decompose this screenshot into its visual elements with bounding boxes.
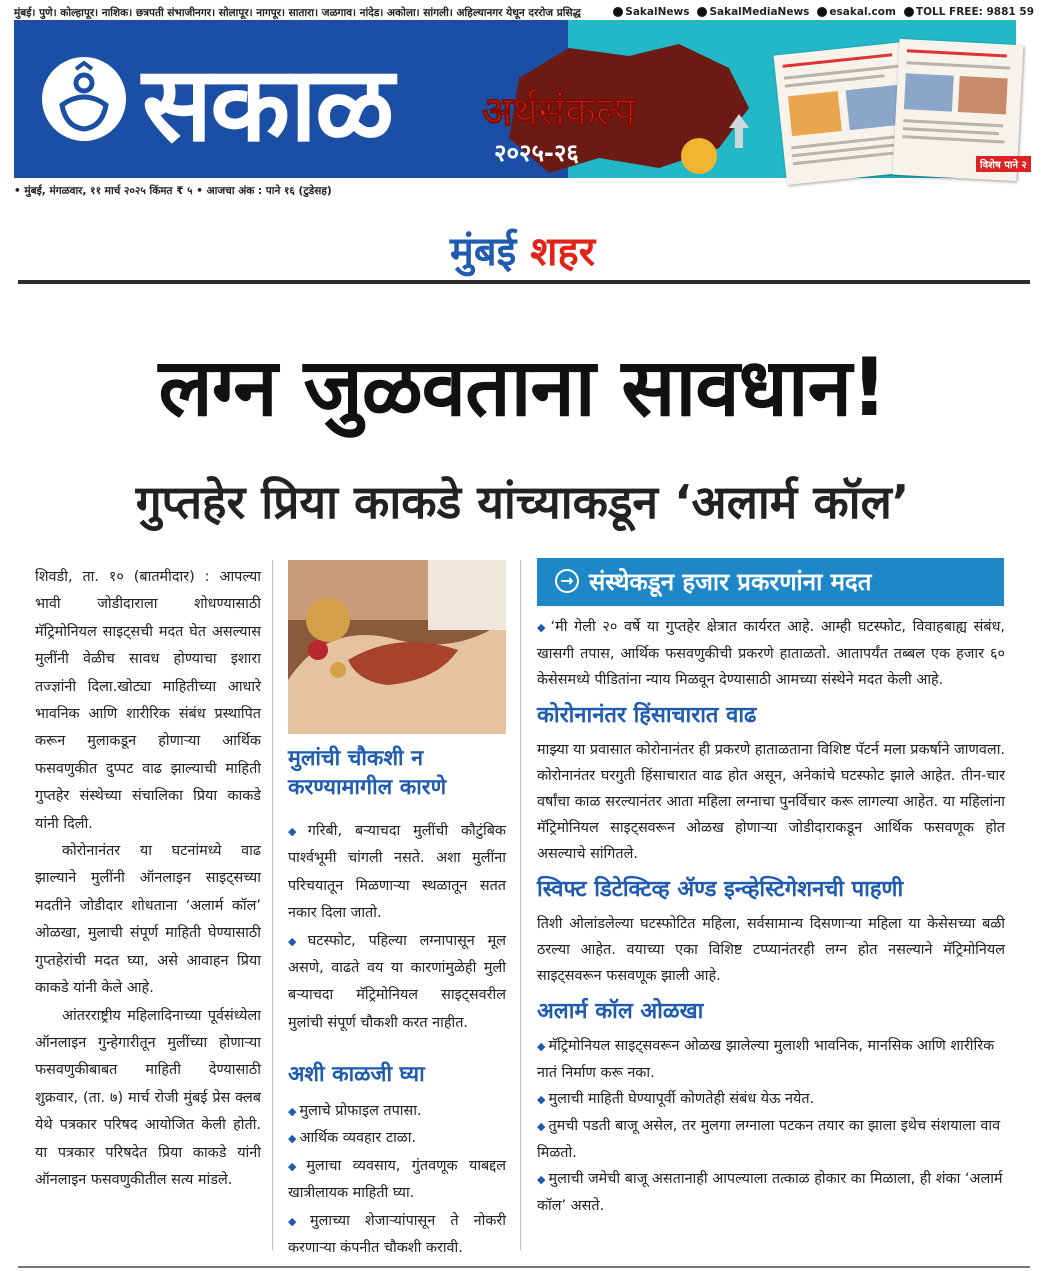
masthead-logo-text: सकाळ	[142, 43, 393, 165]
arrow-right-icon: →	[555, 569, 579, 593]
main-headline: लग्न जुळवताना सावधान!	[158, 341, 887, 434]
thumb-photo	[904, 73, 954, 111]
thumb-text-line	[784, 64, 904, 80]
x-icon	[697, 7, 707, 17]
social-label: TOLL FREE: 9881 59	[915, 6, 1034, 18]
wedding-hands-image	[288, 560, 506, 734]
social-label: esakal.com	[829, 6, 896, 18]
list-item-text: घटस्फोट, पहिल्या लग्नापासून मूल असणे, वाढते वय या कारणांमुळेही मुली बऱ्याचदा मॅट्रिमोनियल साइट्सवरील मुलांची संपूर्ण चौकशी करत नाहीत.	[288, 932, 506, 1031]
list-item-text: मुलाची जमेची बाजू असतानाही आपल्याला तत्काळ होकार का मिळाला, ही शंका ‘अलार्म कॉल’ असते.	[537, 1171, 1003, 1214]
list-item-text: मुलाच्या शेजाऱ्यांपासून ते नोकरी करणाऱ्या कंपनीत चौकशी करावी.	[288, 1212, 506, 1257]
section-title-city: मुंबई	[449, 229, 517, 275]
column-divider	[520, 560, 521, 1250]
highlight-box-heading	[537, 558, 1004, 606]
social-tollfree[interactable]	[904, 6, 1034, 18]
survey-heading: स्विफ्ट डिटेक्टिव्ह ॲण्ड इन्व्हेस्टिगेशनची पाहणी	[537, 877, 904, 902]
thumb-headline-bar	[907, 49, 1007, 57]
covid-violence-heading: कोरोनानंतर हिंसाचारात वाढ	[537, 703, 757, 728]
thumb-text-line	[906, 61, 1010, 69]
precautions-list	[288, 1098, 506, 1262]
thumb-text-line	[903, 119, 1003, 127]
globe-icon	[817, 7, 827, 17]
bullet-diamond-icon: ◆	[288, 1105, 297, 1118]
bullet-diamond-icon: ◆	[537, 1040, 546, 1053]
article-paragraph: आंतरराष्ट्रीय महिलादिनाच्या पूर्वसंध्येला ऑनलाइन गुन्हेगारीतून मुलींच्या होणाऱ्या फसवणुकीबाबत माहिती देण्यासाठी शुक्रवार, (ता. ७) मार्च रोजी मुंबई प्रेस क्लब येथे पत्रकार परिषद आयोजित केली होती. या पत्रकार परिषदेत प्रिया काकडे यांनी ऑनलाइन फसवणुकीतील सत्य मांडले.	[35, 1007, 261, 1188]
bullet-diamond-icon: ◆	[288, 1132, 297, 1146]
section-title-label: शहर	[530, 229, 596, 275]
list-item	[288, 1125, 506, 1152]
list-item	[537, 1033, 1005, 1086]
list-item-text: मुलाचा व्यवसाय, गुंतवणूक याबद्दल खात्रीलायक माहिती घ्या.	[288, 1157, 506, 1202]
sub-headline: गुप्तहेर प्रिया काकडे यांच्याकडून ‘अलार्म कॉल’	[135, 475, 910, 529]
survey-paragraph: तिशी ओलांडलेल्या घटस्फोटित महिला, सर्वसामान्य दिसणाऱ्या महिला या केसेसच्या बळी ठरल्या आहेत. वयाच्या एका विशिष्ट टप्प्यानंतरही लग्न होत नसल्याने मॅट्रिमोनियल साइट्सवरून फसवणूक झाली आहे.	[537, 916, 1005, 984]
phone-icon	[904, 7, 914, 17]
article-paragraph: कोरोनानंतर या घटनांमध्ये वाढ झाल्याने मुलींनी ऑनलाइन साइट्सच्या मदतीने जोडीदार शोधताना ‘अलार्म कॉल’ ओळखा, मुलाची संपूर्ण माहिती घेण्यासाठी गुप्तहेरांची मदत घ्या, असे आवाहन प्रिया काकडे यांनी केले आहे.	[35, 843, 261, 997]
bottom-divider	[18, 1266, 1030, 1268]
right-intro-text: ‘मी गेली २० वर्षे या गुप्तहेर क्षेत्रात कार्यरत आहे. आम्ही घटस्फोट, विवाहबाह्य संबंध, खासगी तपास, आर्थिक फसवणुकीची प्रकरणे हाताळतो. आतापर्यंत तब्बल एक हजार ६० केसेसमध्ये पीडितांना न्याय मिळवून देण्यासाठी आमच्या संस्थेने मदत केली आहे.	[537, 619, 1005, 688]
bullet-diamond-icon: ◆	[288, 1159, 304, 1173]
social-label: SakalNews	[625, 6, 690, 18]
list-item	[288, 818, 506, 928]
edition-cities: मुंबई। पुणे। कोल्हापूर। नाशिक। छत्रपती संभाजीनगर। सोलापूर। नागपूर। सातारा। जळगाव। नांदेड। अकोला। सांगली। अहिल्यानगर येथून दररोज प्रसिद्ध	[14, 7, 581, 19]
list-item-text: मॅट्रिमोनियल साइट्सवरून ओळख झालेल्या मुलाशी भावनिक, मानसिक आणि शारीरिक नातं निर्माण करू नका.	[537, 1038, 995, 1081]
date-line: • मुंबई, मंगळवार, ११ मार्च २०२५ किंमत ₹ ५ • आजचा अंक : पाने १६ (टुडेसह)	[14, 185, 332, 197]
article-column-1	[35, 564, 261, 1194]
list-item	[537, 1086, 1005, 1113]
alarm-call-heading: अलार्म कॉल ओळखा	[537, 999, 704, 1024]
thumb-text-line	[903, 127, 999, 135]
list-item-text: तुमची पडती बाजू असेल, तर मुलगा लग्नाला पटकन तयार का झाला इथेच संशयाला वाव मिळतो.	[537, 1118, 1001, 1161]
sakal-logo-icon	[40, 55, 128, 143]
article-paragraph: शिवडी, ता. १० (बातमीदार) : आपल्या भावी जोडीदाराला शोधण्यासाठी मॅट्रिमोनियल साइट्सची मदत घेत असल्यास मुलींनी वेळीच सावध होण्याचा इशारा तज्ज्ञांनी दिला.खोट्या माहितीच्या आधारे भावनिक आणि शारीरिक संबंध प्रस्थापित करून मुलाकडून होणाऱ्या आर्थिक फसवणुकीत दुप्पट वाढ झाल्याची माहिती गुप्तहेर संस्थेच्या संचालिका प्रिया काकडे यांनी दिली.	[35, 569, 261, 832]
list-item-text: मुलाचे प्रोफाइल तपासा.	[299, 1103, 422, 1119]
section-divider	[18, 280, 1030, 284]
social-website[interactable]	[817, 6, 896, 18]
bullet-diamond-icon: ◆	[288, 1214, 307, 1228]
highlight-box-title: संस्थेकडून हजार प्रकरणांना मदत	[589, 568, 872, 596]
social-facebook[interactable]	[613, 6, 689, 18]
reasons-list	[288, 818, 506, 1037]
hands-photo	[288, 560, 506, 734]
thumb-headline-bar	[783, 53, 893, 67]
thumb-chart	[788, 91, 842, 136]
column-divider	[272, 560, 273, 1250]
budget-year: २०२५-२६	[494, 139, 579, 167]
social-links	[613, 6, 1034, 18]
bullet-diamond-icon: ◆	[537, 1173, 546, 1186]
list-item	[288, 1153, 506, 1208]
facebook-icon	[613, 7, 623, 17]
list-item-text: गरिबी, बऱ्याचदा मुलींची कौटुंबिक पार्श्वभूमी चांगली नसते. अशा मुलींना परिचयातून मिळणाऱ्या स्थळातून सतत नकार दिला जातो.	[288, 823, 506, 922]
masthead-banner	[14, 20, 1027, 178]
bullet-diamond-icon: ◆	[288, 934, 305, 948]
list-item	[537, 1166, 1005, 1219]
bullet-diamond-icon: ◆	[537, 621, 548, 634]
section-title	[0, 222, 1045, 277]
list-item	[288, 1208, 506, 1263]
list-item	[537, 1113, 1005, 1166]
list-item	[288, 1098, 506, 1125]
thumb-photo	[958, 76, 1008, 114]
precautions-heading: अशी काळजी घ्या	[288, 1062, 425, 1087]
thumb-text-line	[902, 135, 1004, 143]
list-item-text: आर्थिक व्यवहार टाळा.	[299, 1130, 417, 1147]
budget-title: अर्थसंकल्प	[482, 89, 636, 135]
reasons-heading: मुलांची चौकशी न करण्यामागील कारणे	[288, 746, 447, 800]
covid-violence-paragraph: माझ्या या प्रवासात कोरोनानंतर ही प्रकरणे हाताळताना विशिष्ट पॅटर्न मला प्रकर्षाने जाणवला. कोरोनानंतर घरगुती हिंसाचारात वाढ होत असून, अनेकांचे घटस्फोट झाले आहेत. तीन-चार वर्षांचा काळ सरल्यानंतर आता महिला लग्नाचा पुनर्विचार करू लागल्या आहेत. या महिलांना मॅट्रिमोनियल साइट्सवरून ओळख होणाऱ्या जोडीदाराकडून आर्थिक फसवणूक होत असल्याचे सांगितले.	[537, 742, 1005, 862]
social-label: SakalMediaNews	[709, 6, 810, 18]
article-column-right	[537, 614, 1005, 1219]
special-pages-badge: विशेष पाने २	[976, 156, 1031, 172]
social-x[interactable]	[697, 6, 809, 18]
list-item	[288, 928, 506, 1038]
thumb-text-line	[791, 134, 909, 149]
bullet-diamond-icon: ◆	[537, 1120, 546, 1133]
right-intro	[537, 614, 1005, 693]
bullet-diamond-icon: ◆	[288, 825, 305, 838]
bullet-diamond-icon: ◆	[537, 1093, 546, 1106]
list-item-text: मुलाची माहिती घेण्यापूर्वी कोणतेही संबंध येऊ नयेत.	[548, 1091, 815, 1107]
